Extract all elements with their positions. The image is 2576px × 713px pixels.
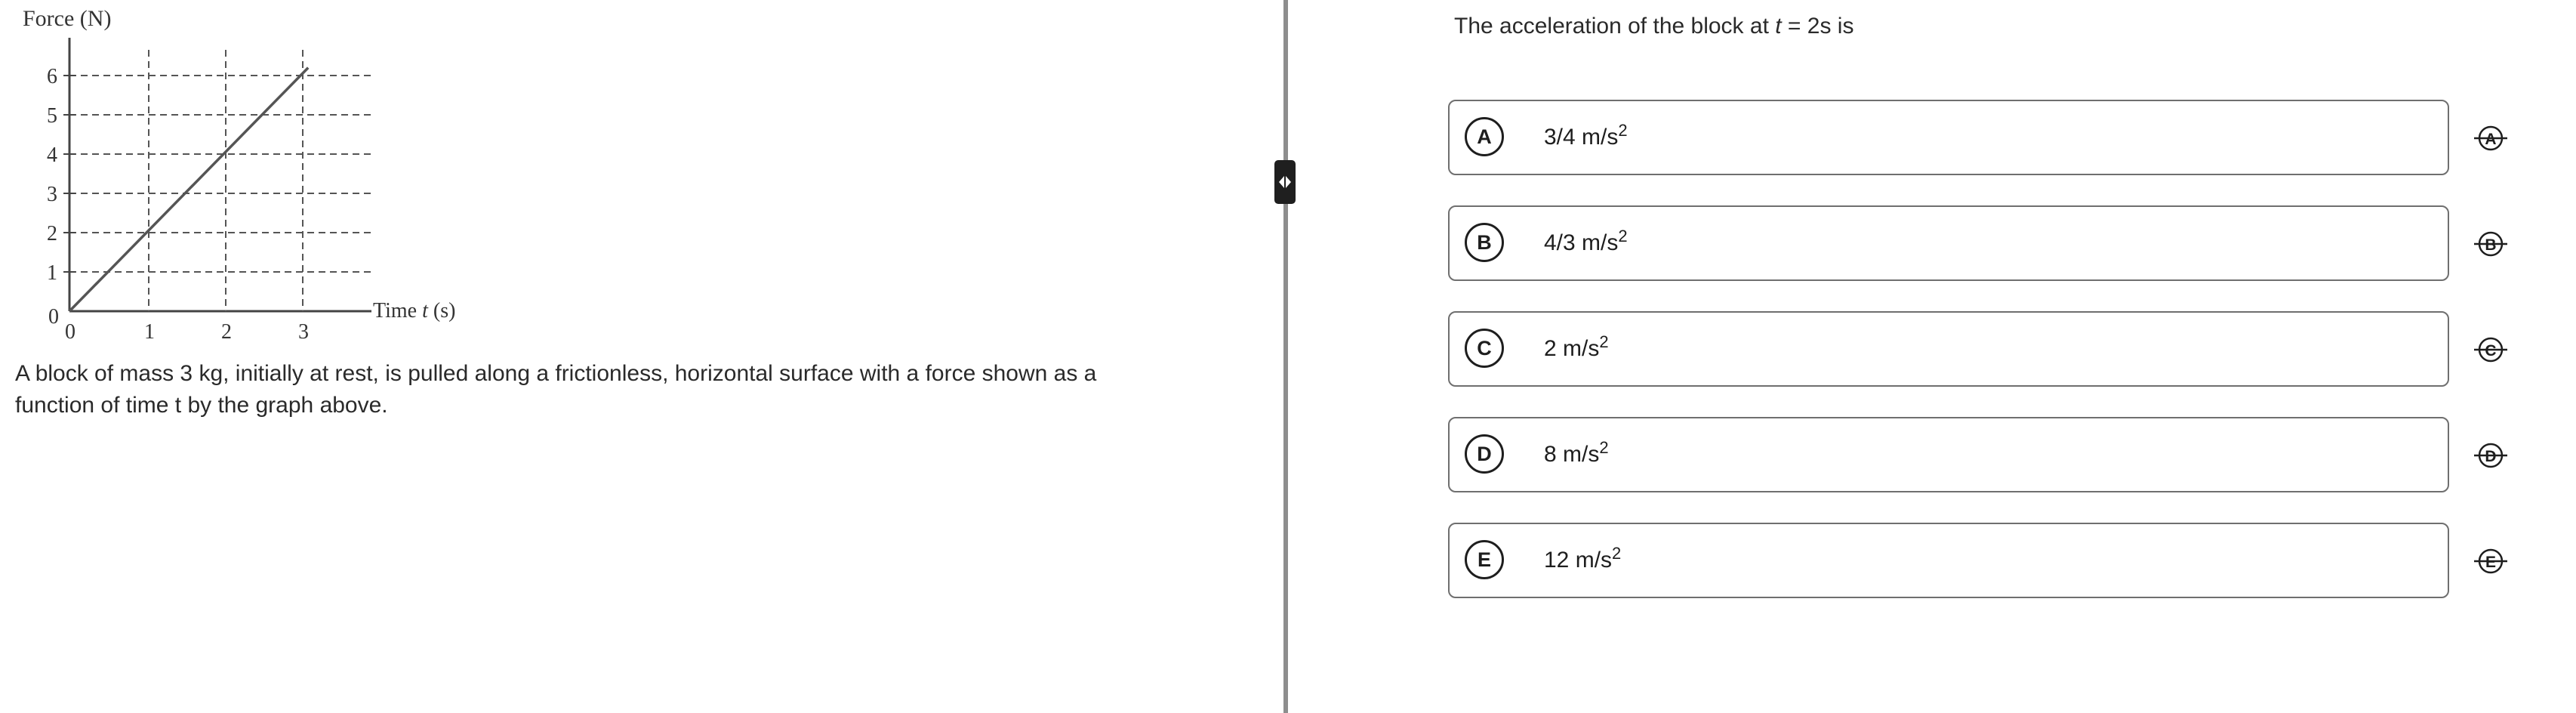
passage-text: A block of mass 3 kg, initially at rest, is pulled along a frictionless, horizontal surface with a force shown as a function of time t by the graph above. — [15, 361, 1097, 418]
y-tick-label: 6 — [47, 65, 57, 88]
y-tick-label: 5 — [47, 104, 57, 128]
choice-row-c — [1448, 311, 2505, 390]
x-tick-label: 0 — [65, 320, 75, 344]
origin-label: 0 — [48, 305, 59, 329]
pane-divider[interactable] — [1283, 0, 1288, 713]
x-tick-label: 2 — [221, 320, 232, 344]
y-tick-label: 2 — [47, 222, 57, 245]
choice-letter: C — [1465, 329, 1504, 368]
x-tick-label: 1 — [144, 320, 155, 344]
eliminate-choice-b-icon[interactable] — [2472, 225, 2510, 263]
choice-letter: D — [1465, 434, 1504, 474]
choice-text: 12 $m/s^2$ — [1544, 544, 1622, 573]
choice-letter: E — [1465, 540, 1504, 579]
horizontal-gridlines — [69, 76, 371, 272]
eliminate-choice-c-icon[interactable] — [2472, 331, 2510, 369]
x-tick-label: 3 — [298, 320, 309, 344]
resize-arrows-icon — [1278, 172, 1292, 192]
force-time-graph — [0, 0, 528, 355]
eliminate-choice-d-icon[interactable] — [2472, 437, 2510, 474]
choice-text: 8 $m/s^2$ — [1544, 438, 1609, 467]
choice-letter: B — [1465, 223, 1504, 262]
svg-text:A: A — [2485, 131, 2497, 148]
choice-row-d — [1448, 417, 2505, 495]
answer-choice-e[interactable] — [1448, 523, 2449, 598]
choice-text: 4/3 $m/s^2$ — [1544, 227, 1628, 255]
svg-text:C: C — [2485, 342, 2497, 360]
svg-text:E: E — [2485, 554, 2497, 571]
answer-choice-d[interactable] — [1448, 417, 2449, 492]
choice-row-b — [1448, 205, 2505, 284]
choice-row-a — [1448, 100, 2505, 178]
left-pane — [0, 0, 1283, 713]
choice-text: 3/4 $m/s^2$ — [1544, 121, 1628, 150]
choice-letter: A — [1465, 117, 1504, 156]
choice-text: 2 $m/s^2$ — [1544, 332, 1609, 361]
question-stem: The acceleration of the block at t = 2s is — [1454, 14, 1854, 39]
answer-choice-c[interactable] — [1448, 311, 2449, 387]
force-line — [69, 68, 308, 311]
svg-text:D: D — [2485, 448, 2497, 465]
choice-row-e — [1448, 523, 2505, 601]
x-axis-label: Time t (s) — [373, 299, 456, 323]
eliminate-choice-a-icon[interactable] — [2472, 119, 2510, 157]
right-pane — [1294, 0, 2576, 713]
svg-text:B: B — [2485, 236, 2497, 254]
y-tick-label: 3 — [47, 183, 57, 206]
answer-choice-b[interactable] — [1448, 205, 2449, 281]
resize-handle[interactable] — [1274, 160, 1296, 204]
y-tick-label: 1 — [47, 261, 57, 285]
y-tick-label: 4 — [47, 144, 57, 167]
answer-choice-a[interactable] — [1448, 100, 2449, 175]
eliminate-choice-e-icon[interactable] — [2472, 542, 2510, 580]
y-axis-label: Force (N) — [23, 6, 112, 31]
